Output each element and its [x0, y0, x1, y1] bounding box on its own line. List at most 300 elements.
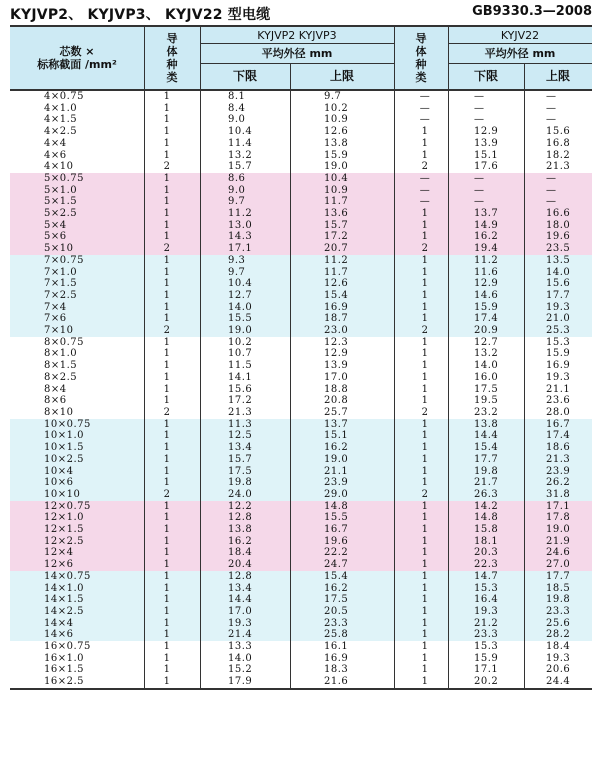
row-conductor-type: 1 — [163, 512, 171, 524]
row-spec: 8×0.75 — [44, 336, 85, 348]
row-group2-conductor-type: 1 — [421, 629, 429, 641]
row-group2-conductor-type: — — [419, 114, 431, 126]
row-spec: 12×6 — [44, 559, 74, 571]
row-group1-lower: 13.2 — [228, 149, 253, 161]
row-group2-conductor-type: 1 — [421, 348, 429, 360]
row-spec: 7×1.0 — [44, 266, 78, 278]
row-group1-lower: 20.4 — [228, 559, 253, 571]
row-group2-lower: 23.3 — [474, 629, 499, 641]
row-group1-lower: 9.7 — [228, 196, 246, 208]
row-group1-upper: 18.3 — [324, 664, 349, 676]
row-conductor-type: 1 — [163, 641, 171, 653]
row-group2-upper: 15.3 — [546, 336, 571, 348]
table-row — [10, 126, 592, 138]
row-group1-lower: 15.7 — [228, 161, 253, 173]
row-conductor-type: 1 — [163, 91, 171, 102]
table-row — [10, 290, 592, 302]
row-group2-conductor-type: 1 — [421, 360, 429, 372]
row-group2-upper: 24.6 — [546, 547, 571, 559]
row-spec: 5×1.5 — [44, 196, 78, 208]
row-group1-upper: 10.9 — [324, 114, 349, 126]
row-spec: 7×10 — [44, 325, 74, 337]
row-spec: 14×1.5 — [44, 594, 85, 606]
table-row — [10, 618, 592, 630]
row-spec: 14×4 — [44, 617, 74, 629]
row-group2-conductor-type: — — [419, 172, 431, 184]
row-conductor-type: 1 — [163, 348, 171, 360]
row-group2-conductor-type: 2 — [421, 488, 429, 500]
row-group1-lower: 8.1 — [228, 91, 246, 102]
table-row — [10, 313, 592, 325]
row-group2-conductor-type: 1 — [421, 336, 429, 348]
row-group1-upper: 12.6 — [324, 126, 349, 138]
row-spec: 4×0.75 — [44, 91, 85, 102]
row-group1-lower: 12.5 — [228, 430, 253, 442]
table-row — [10, 559, 592, 571]
row-conductor-type: 1 — [163, 172, 171, 184]
row-group2-upper: 20.6 — [546, 664, 571, 676]
row-conductor-type: 1 — [163, 605, 171, 617]
table-row — [10, 114, 592, 126]
row-conductor-type: 1 — [163, 371, 171, 383]
row-group1-upper: 17.0 — [324, 371, 349, 383]
row-conductor-type: 1 — [163, 102, 171, 114]
table-row — [10, 594, 592, 606]
row-group2-conductor-type: 1 — [421, 208, 429, 220]
table-row — [10, 454, 592, 466]
row-group2-upper: 16.6 — [546, 208, 571, 220]
row-conductor-type: 1 — [163, 652, 171, 664]
row-conductor-type: 1 — [163, 442, 171, 454]
row-group1-lower: 14.4 — [228, 594, 253, 606]
header-divider — [448, 63, 592, 64]
row-spec: 5×1.0 — [44, 184, 78, 196]
row-spec: 16×1.0 — [44, 652, 85, 664]
row-group1-upper: 24.7 — [324, 559, 349, 571]
row-group1-lower: 14.3 — [228, 231, 253, 243]
row-group2-lower: 22.3 — [474, 559, 499, 571]
table-row — [10, 664, 592, 676]
row-group1-lower: 10.4 — [228, 126, 253, 138]
table-row — [10, 91, 592, 103]
row-spec: 14×2.5 — [44, 605, 85, 617]
row-conductor-type: 1 — [163, 664, 171, 676]
row-group1-upper: 13.7 — [324, 418, 349, 430]
row-group1-upper: 11.2 — [324, 254, 349, 266]
row-group2-upper: 21.9 — [546, 535, 571, 547]
row-spec: 10×10 — [44, 488, 81, 500]
row-group1-upper: 12.6 — [324, 278, 349, 290]
row-group1-lower: 10.2 — [228, 336, 253, 348]
row-group1-lower: 21.3 — [228, 406, 253, 418]
header-divider — [200, 43, 394, 44]
table-row — [10, 255, 592, 267]
row-group2-lower: 17.6 — [474, 161, 499, 173]
row-group2-upper: 19.0 — [546, 524, 571, 536]
row-group1-upper: 20.5 — [324, 605, 349, 617]
row-group2-lower: 21.7 — [474, 477, 499, 489]
row-group1-upper: 15.7 — [324, 219, 349, 231]
row-spec: 8×10 — [44, 406, 74, 418]
row-group1-upper: 10.2 — [324, 102, 349, 114]
row-conductor-type: 1 — [163, 383, 171, 395]
row-conductor-type: 1 — [163, 266, 171, 278]
row-group2-conductor-type: — — [419, 184, 431, 196]
row-spec: 8×6 — [44, 395, 67, 407]
row-group2-lower: 13.8 — [474, 418, 499, 430]
row-group2-upper: 16.8 — [546, 137, 571, 149]
row-group2-upper: 21.1 — [546, 383, 571, 395]
row-group2-upper: 18.5 — [546, 582, 571, 594]
row-group2-conductor-type: 1 — [421, 371, 429, 383]
row-spec: 12×0.75 — [44, 500, 91, 512]
table-row — [10, 501, 592, 513]
row-conductor-type: 1 — [163, 149, 171, 161]
table-row — [10, 430, 592, 442]
table-row — [10, 629, 592, 641]
row-group1-lower: 15.7 — [228, 453, 253, 465]
row-group2-conductor-type: 1 — [421, 418, 429, 430]
row-group2-lower: 14.7 — [474, 570, 499, 582]
row-group1-upper: 13.6 — [324, 208, 349, 220]
document-title: KYJVP2、 KYJVP3、 KYJV22 型电缆 — [10, 7, 271, 23]
row-conductor-type: 1 — [163, 395, 171, 407]
table-row — [10, 477, 592, 489]
row-group1-upper: 19.0 — [324, 161, 349, 173]
row-conductor-type: 1 — [163, 313, 171, 325]
row-group2-conductor-type: 1 — [421, 219, 429, 231]
row-group2-upper: — — [546, 102, 557, 114]
row-group1-upper: 21.6 — [324, 676, 349, 688]
row-group2-lower: — — [474, 102, 485, 114]
row-group1-upper: 16.2 — [324, 582, 349, 594]
row-conductor-type: 1 — [163, 114, 171, 126]
row-group2-lower: 17.5 — [474, 383, 499, 395]
row-group1-lower: 10.7 — [228, 348, 253, 360]
row-spec: 7×6 — [44, 313, 67, 325]
row-spec: 16×2.5 — [44, 676, 85, 688]
row-group1-upper: 12.9 — [324, 348, 349, 360]
row-spec: 7×2.5 — [44, 289, 78, 301]
row-group1-upper: 12.3 — [324, 336, 349, 348]
row-group1-upper: 20.8 — [324, 395, 349, 407]
row-group1-lower: 12.8 — [228, 570, 253, 582]
row-group2-lower: 14.4 — [474, 430, 499, 442]
row-group1-lower: 17.1 — [228, 243, 253, 255]
row-group1-upper: 15.4 — [324, 570, 349, 582]
row-conductor-type: 1 — [163, 535, 171, 547]
row-group1-upper: 29.0 — [324, 488, 349, 500]
row-conductor-type: 1 — [163, 254, 171, 266]
header-char: 种 — [415, 58, 427, 71]
table-row — [10, 161, 592, 173]
row-group2-upper: 15.9 — [546, 348, 571, 360]
row-conductor-type: 1 — [163, 231, 171, 243]
row-spec: 14×6 — [44, 629, 74, 641]
row-spec: 8×4 — [44, 383, 67, 395]
row-spec: 12×4 — [44, 547, 74, 559]
row-group1-upper: 19.0 — [324, 453, 349, 465]
header-char: 类 — [415, 71, 427, 84]
row-group1-lower: 24.0 — [228, 488, 253, 500]
row-conductor-type: 1 — [163, 570, 171, 582]
header-char: 类 — [166, 71, 178, 84]
row-group2-lower: 14.0 — [474, 360, 499, 372]
row-group2-conductor-type: 1 — [421, 289, 429, 301]
row-group1-upper: 25.7 — [324, 406, 349, 418]
row-group1-lower: 8.4 — [228, 102, 246, 114]
row-group2-lower: — — [474, 114, 485, 126]
row-spec: 8×1.5 — [44, 360, 78, 372]
row-group2-conductor-type: 1 — [421, 254, 429, 266]
row-spec: 4×6 — [44, 149, 67, 161]
header-conductor-type-b — [394, 27, 448, 89]
row-conductor-type: 1 — [163, 336, 171, 348]
row-group2-lower: — — [474, 172, 485, 184]
table-row — [10, 442, 592, 454]
row-group1-upper: 10.9 — [324, 184, 349, 196]
row-group2-upper: 18.4 — [546, 641, 571, 653]
row-group2-conductor-type: 1 — [421, 559, 429, 571]
cable-spec-table — [10, 25, 592, 688]
table-row — [10, 337, 592, 349]
row-group1-lower: 10.4 — [228, 278, 253, 290]
row-spec: 5×10 — [44, 243, 74, 255]
row-group1-lower: 19.0 — [228, 325, 253, 337]
row-group2-upper: 19.3 — [546, 371, 571, 383]
header-group2-avg-od: 平均外径 mm — [484, 46, 556, 60]
row-group1-lower: 13.4 — [228, 442, 253, 454]
row-spec: 10×6 — [44, 477, 74, 489]
row-group1-upper: 16.1 — [324, 641, 349, 653]
row-group2-conductor-type: 1 — [421, 676, 429, 688]
row-spec: 4×1.0 — [44, 102, 78, 114]
row-spec: 10×1.5 — [44, 442, 85, 454]
row-group2-upper: 25.3 — [546, 325, 571, 337]
row-group2-lower: 17.1 — [474, 664, 499, 676]
row-group2-conductor-type: — — [419, 102, 431, 114]
table-row — [10, 103, 592, 115]
row-spec: 7×0.75 — [44, 254, 85, 266]
row-conductor-type: 1 — [163, 594, 171, 606]
row-group1-upper: 23.9 — [324, 477, 349, 489]
row-group1-upper: 17.2 — [324, 231, 349, 243]
header-divider — [144, 27, 145, 89]
row-group2-upper: 31.8 — [546, 488, 571, 500]
row-conductor-type: 1 — [163, 278, 171, 290]
row-group2-upper: 18.6 — [546, 442, 571, 454]
table-row — [10, 278, 592, 290]
row-conductor-type: 1 — [163, 184, 171, 196]
row-spec: 12×1.5 — [44, 524, 85, 536]
row-group2-lower: 11.6 — [474, 266, 499, 278]
row-group1-upper: 21.1 — [324, 465, 349, 477]
row-group2-conductor-type: 1 — [421, 395, 429, 407]
row-group2-upper: 19.8 — [546, 594, 571, 606]
row-group2-upper: 19.6 — [546, 231, 571, 243]
header-char: 导 — [166, 32, 178, 45]
row-conductor-type: 1 — [163, 617, 171, 629]
header-divider — [448, 43, 592, 44]
row-group1-upper: 11.7 — [324, 196, 349, 208]
row-spec: 5×4 — [44, 219, 67, 231]
row-group2-upper: 17.7 — [546, 570, 571, 582]
row-group2-conductor-type: 1 — [421, 641, 429, 653]
row-group1-upper: 14.8 — [324, 500, 349, 512]
table-row — [10, 185, 592, 197]
header-divider — [394, 27, 395, 89]
header-char: 体 — [166, 45, 178, 58]
row-spec: 4×10 — [44, 161, 74, 173]
row-group1-lower: 8.6 — [228, 172, 246, 184]
table-row — [10, 641, 592, 653]
row-conductor-type: 1 — [163, 418, 171, 430]
row-conductor-type: 1 — [163, 360, 171, 372]
row-spec: 8×2.5 — [44, 371, 78, 383]
table-row — [10, 571, 592, 583]
row-group2-upper: 18.2 — [546, 149, 571, 161]
row-group2-upper: 28.0 — [546, 406, 571, 418]
row-group2-lower: 12.9 — [474, 126, 499, 138]
row-group2-conductor-type: 1 — [421, 465, 429, 477]
row-group2-upper: 15.6 — [546, 126, 571, 138]
row-group2-lower: — — [474, 91, 485, 102]
row-conductor-type: 1 — [163, 524, 171, 536]
row-spec: 5×0.75 — [44, 172, 85, 184]
row-conductor-type: 1 — [163, 219, 171, 231]
row-group2-lower: 13.7 — [474, 208, 499, 220]
row-group1-upper: 23.3 — [324, 617, 349, 629]
row-group2-conductor-type: 1 — [421, 570, 429, 582]
row-group2-lower: 26.3 — [474, 488, 499, 500]
row-conductor-type: 2 — [163, 325, 171, 337]
row-group1-lower: 15.6 — [228, 383, 253, 395]
row-group2-conductor-type: 1 — [421, 231, 429, 243]
row-group2-conductor-type: 1 — [421, 547, 429, 559]
row-group1-lower: 12.2 — [228, 500, 253, 512]
row-conductor-type: 2 — [163, 406, 171, 418]
row-group1-lower: 9.0 — [228, 114, 246, 126]
row-spec: 4×4 — [44, 137, 67, 149]
row-group2-conductor-type: 1 — [421, 652, 429, 664]
row-group1-lower: 11.5 — [228, 360, 253, 372]
row-group2-conductor-type: 1 — [421, 137, 429, 149]
row-conductor-type: 1 — [163, 559, 171, 571]
table-row — [10, 243, 592, 255]
row-group2-conductor-type: 1 — [421, 266, 429, 278]
row-group1-lower: 9.3 — [228, 254, 246, 266]
row-group1-upper: 16.2 — [324, 442, 349, 454]
row-group1-lower: 9.0 — [228, 184, 246, 196]
row-conductor-type: 1 — [163, 477, 171, 489]
table-row — [10, 372, 592, 384]
row-group1-lower: 18.4 — [228, 547, 253, 559]
row-group1-lower: 19.8 — [228, 477, 253, 489]
row-group2-lower: 23.2 — [474, 406, 499, 418]
row-spec: 4×1.5 — [44, 114, 78, 126]
row-group2-upper: 24.4 — [546, 676, 571, 688]
row-group2-conductor-type: 1 — [421, 278, 429, 290]
row-group1-lower: 12.7 — [228, 289, 253, 301]
row-group2-conductor-type: — — [419, 196, 431, 208]
row-group1-upper: 11.7 — [324, 266, 349, 278]
header-group1-avg-od: 平均外径 mm — [261, 46, 333, 60]
row-spec: 10×1.0 — [44, 430, 85, 442]
row-conductor-type: 1 — [163, 676, 171, 688]
row-group1-lower: 11.2 — [228, 208, 253, 220]
table-row — [10, 395, 592, 407]
table-header — [10, 25, 592, 91]
row-group2-lower: 20.9 — [474, 325, 499, 337]
table-row — [10, 547, 592, 559]
row-conductor-type: 1 — [163, 430, 171, 442]
row-group2-upper: 26.2 — [546, 477, 571, 489]
table-row — [10, 407, 592, 419]
table-row — [10, 466, 592, 478]
row-group2-lower: 13.2 — [474, 348, 499, 360]
row-group2-lower: 12.9 — [474, 278, 499, 290]
row-group1-lower: 17.2 — [228, 395, 253, 407]
row-group1-lower: 14.0 — [228, 301, 253, 313]
row-group2-lower: 19.4 — [474, 243, 499, 255]
row-group1-lower: 21.4 — [228, 629, 253, 641]
row-group1-upper: 9.7 — [324, 91, 342, 102]
row-conductor-type: 2 — [163, 161, 171, 173]
row-group1-lower: 16.2 — [228, 535, 253, 547]
row-group2-conductor-type: 1 — [421, 524, 429, 536]
row-group2-lower: 16.0 — [474, 371, 499, 383]
row-spec: 12×2.5 — [44, 535, 85, 547]
table-row — [10, 302, 592, 314]
header-conductor-type-a — [144, 27, 200, 89]
row-group2-conductor-type: 1 — [421, 313, 429, 325]
table-row — [10, 231, 592, 243]
row-group2-lower: 20.2 — [474, 676, 499, 688]
row-group2-conductor-type: 1 — [421, 594, 429, 606]
header-divider — [200, 27, 201, 89]
table-row — [10, 150, 592, 162]
row-conductor-type: 2 — [163, 243, 171, 255]
row-group2-conductor-type: 1 — [421, 383, 429, 395]
row-group2-lower: 14.2 — [474, 500, 499, 512]
row-group2-lower: 19.5 — [474, 395, 499, 407]
row-group2-lower: 19.8 — [474, 465, 499, 477]
header-core-area-line1: 芯数 × — [59, 45, 95, 58]
row-conductor-type: 1 — [163, 582, 171, 594]
row-spec: 7×4 — [44, 301, 67, 313]
row-group2-conductor-type: 1 — [421, 149, 429, 161]
row-spec: 8×1.0 — [44, 348, 78, 360]
row-group2-upper: — — [546, 91, 557, 102]
row-group2-upper: 16.9 — [546, 360, 571, 372]
row-group1-lower: 13.3 — [228, 641, 253, 653]
row-group2-conductor-type: 1 — [421, 500, 429, 512]
row-group2-conductor-type: 1 — [421, 512, 429, 524]
row-group1-upper: 16.7 — [324, 524, 349, 536]
row-group2-upper: 23.6 — [546, 395, 571, 407]
row-group1-lower: 13.0 — [228, 219, 253, 231]
row-group2-upper: 21.3 — [546, 453, 571, 465]
table-row — [10, 512, 592, 524]
row-group1-upper: 18.7 — [324, 313, 349, 325]
row-group1-upper: 20.7 — [324, 243, 349, 255]
row-group2-lower: 15.9 — [474, 652, 499, 664]
row-group2-lower: 11.2 — [474, 254, 499, 266]
row-group1-lower: 11.3 — [228, 418, 253, 430]
row-group2-upper: 14.0 — [546, 266, 571, 278]
table-bottom-rule — [10, 688, 592, 690]
row-group2-upper: 21.3 — [546, 161, 571, 173]
